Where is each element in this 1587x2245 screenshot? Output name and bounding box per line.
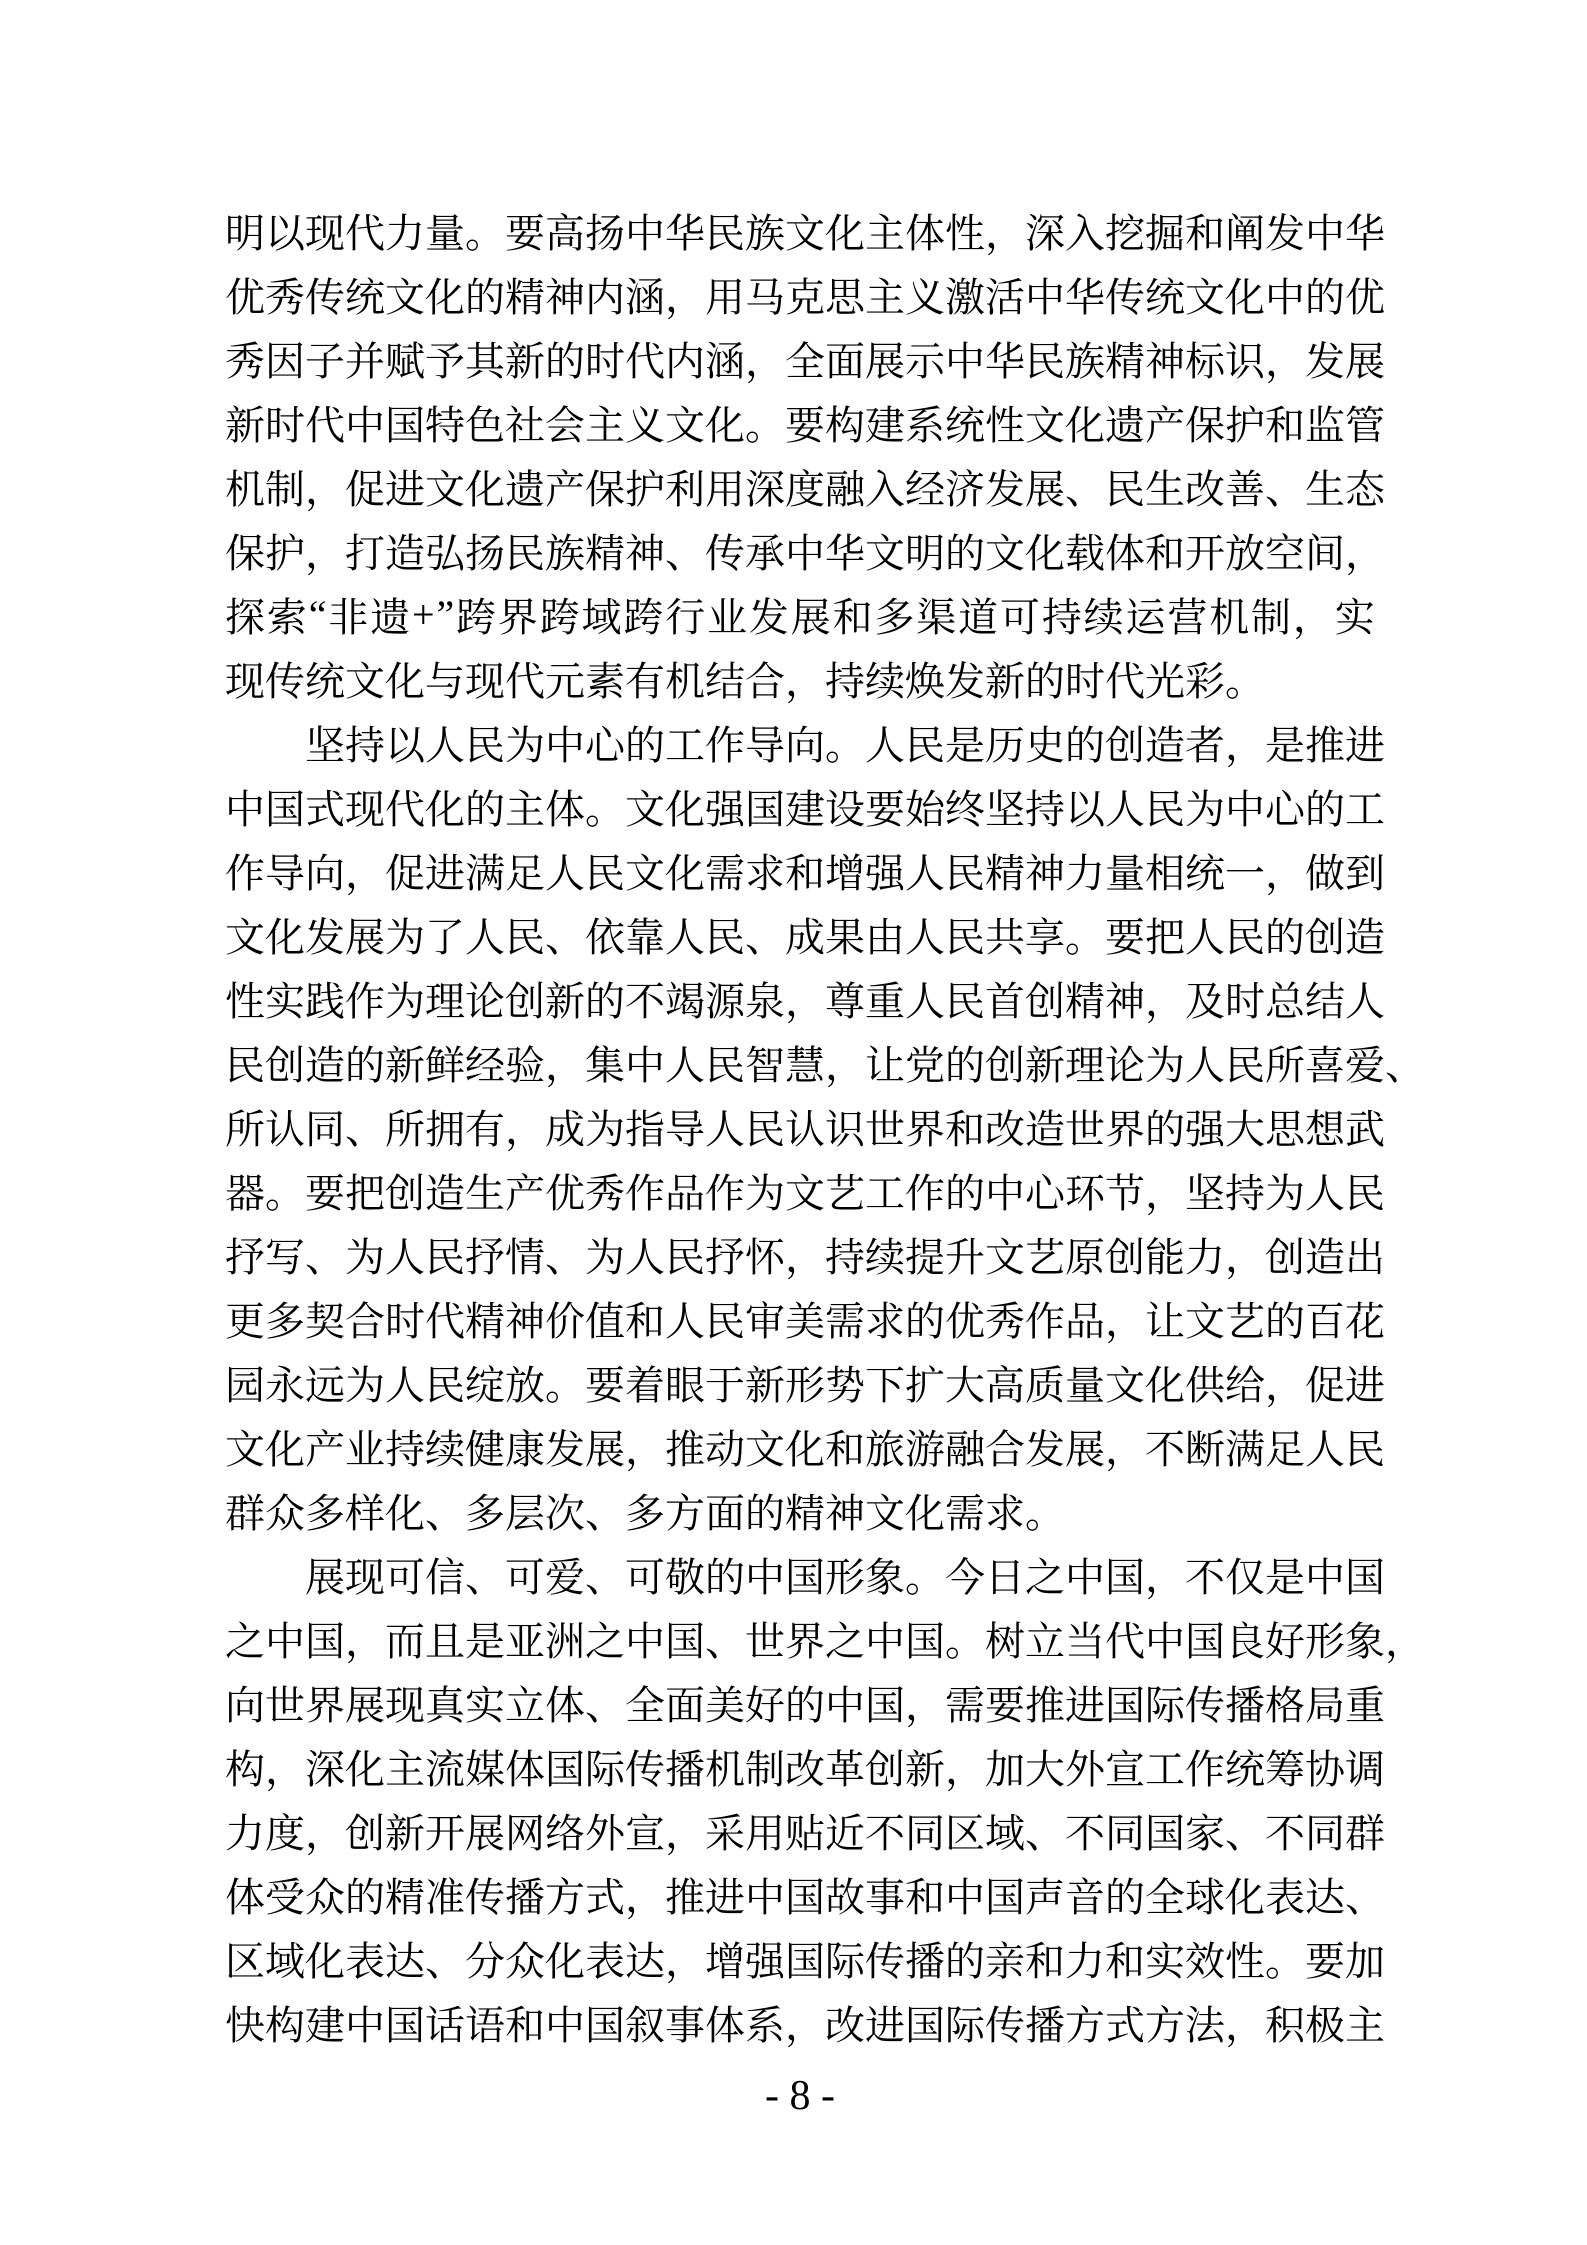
- text-line: 明 以 现 代 力 量 。 要 高 扬 中 华 民 族 文 化 主 体 性 ， 深 入 挖 掘 和 阐 发 中 华: [225, 210, 1385, 256]
- document-text: [225, 198, 1425, 2054]
- text-line: 性 实 践 作 为 理 论 创 新 的 不 竭 源 泉 ， 尊 重 人 民 首 创 精 神 ， 及 时 总 结 人: [225, 978, 1385, 1024]
- text-line: 快 构 建 中 国 话 语 和 中 国 叙 事 体 系 ， 改 进 国 际 传 播 方 式 方 法 ， 积 极 主: [225, 2002, 1385, 2048]
- text-line: 体 受 众 的 精 准 传 播 方 式 ， 推 进 中 国 故 事 和 中 国 声 音 的 全 球 化 表 达 、: [225, 1874, 1385, 1920]
- text-line: 保 护 ， 打 造 弘 扬 民 族 精 神 、 传 承 中 华 文 明 的 文 化 载 体 和 开 放 空 间 ，: [225, 530, 1385, 576]
- text-line: 优 秀 传 统 文 化 的 精 神 内 涵 ， 用 马 克 思 主 义 激 活 中 华 传 统 文 化 中 的 优: [225, 274, 1385, 320]
- text-line: 新 时 代 中 国 特 色 社 会 主 义 文 化 。 要 构 建 系 统 性 文 化 遗 产 保 护 和 监 管: [225, 402, 1385, 448]
- text-line: 群 众 多 样 化 、 多 层 次 、 多 方 面 的 精 神 文 化 需 求 。: [225, 1490, 1065, 1536]
- page-number: - 8 -: [765, 2073, 835, 2119]
- text-line: 向 世 界 展 现 真 实 立 体 、 全 面 美 好 的 中 国 ， 需 要 推 进 国 际 传 播 格 局 重: [225, 1682, 1385, 1728]
- text-line: 抒 写 、 为 人 民 抒 情 、 为 人 民 抒 怀 ， 持 续 提 升 文 艺 原 创 能 力 ， 创 造 出: [225, 1234, 1385, 1280]
- text-line: 之 中 国 ， 而 且 是 亚 洲 之 中 国 、 世 界 之 中 国 。 树 立 当 代 中 国 良 好 形 象 ，: [225, 1618, 1425, 1664]
- text-line: 现 传 统 文 化 与 现 代 元 素 有 机 结 合 ， 持 续 焕 发 新 的 时 代 光 彩 。: [225, 658, 1265, 704]
- text-line: 文 化 发 展 为 了 人 民 、 依 靠 人 民 、 成 果 由 人 民 共 享 。 要 把 人 民 的 创 造: [225, 914, 1385, 960]
- text-line: 力 度 ， 创 新 开 展 网 络 外 宣 ， 采 用 贴 近 不 同 区 域 、 不 同 国 家 、 不 同 群: [225, 1810, 1385, 1856]
- text-line: 文 化 产 业 持 续 健 康 发 展 ， 推 动 文 化 和 旅 游 融 合 发 展 ， 不 断 满 足 人 民: [225, 1426, 1385, 1472]
- paragraph: [225, 1542, 1425, 2054]
- text-line: 探 索 “ 非 遗 + ” 跨 界 跨 域 跨 行 业 发 展 和 多 渠 道 可 持 续 运 营 机 制 ， 实: [225, 591, 1375, 640]
- text-line: 民 创 造 的 新 鲜 经 验 ， 集 中 人 民 智 慧 ， 让 党 的 创 新 理 论 为 人 民 所 喜 爱 、: [225, 1042, 1425, 1088]
- text-line: 作 导 向 ， 促 进 满 足 人 民 文 化 需 求 和 增 强 人 民 精 神 力 量 相 统 一 ， 做 到: [225, 850, 1385, 896]
- text-line: 秀 因 子 并 赋 予 其 新 的 时 代 内 涵 ， 全 面 展 示 中 华 民 族 精 神 标 识 ， 发 展: [225, 338, 1385, 384]
- text-line: 器 。 要 把 创 造 生 产 优 秀 作 品 作 为 文 艺 工 作 的 中 心 环 节 ， 坚 持 为 人 民: [225, 1170, 1385, 1216]
- text-line: 区 域 化 表 达 、 分 众 化 表 达 ， 增 强 国 际 传 播 的 亲 和 力 和 实 效 性 。 要 加: [225, 1938, 1385, 1984]
- paragraph: [225, 710, 1425, 1542]
- text-line: 展 现 可 信 、 可 爱 、 可 敬 的 中 国 形 象 。 今 日 之 中 国 ， 不 仅 是 中 国: [305, 1554, 1385, 1600]
- text-line: 构 ， 深 化 主 流 媒 体 国 际 传 播 机 制 改 革 创 新 ， 加 大 外 宣 工 作 统 筹 协 调: [225, 1746, 1385, 1792]
- paragraph: [225, 198, 1385, 710]
- text-line: 园 永 远 为 人 民 绽 放 。 要 着 眼 于 新 形 势 下 扩 大 高 质 量 文 化 供 给 ， 促 进: [225, 1362, 1385, 1408]
- text-line: 机 制 ， 促 进 文 化 遗 产 保 护 利 用 深 度 融 入 经 济 发 展 、 民 生 改 善 、 生 态: [225, 466, 1385, 512]
- text-line: 中 国 式 现 代 化 的 主 体 。 文 化 强 国 建 设 要 始 终 坚 持 以 人 民 为 中 心 的 工: [225, 786, 1385, 832]
- text-line: 坚 持 以 人 民 为 中 心 的 工 作 导 向 。 人 民 是 历 史 的 创 造 者 ， 是 推 进: [305, 722, 1385, 768]
- text-line: 所 认 同 、 所 拥 有 ， 成 为 指 导 人 民 认 识 世 界 和 改 造 世 界 的 强 大 思 想 武: [225, 1106, 1385, 1152]
- text-line: 更 多 契 合 时 代 精 神 价 值 和 人 民 审 美 需 求 的 优 秀 作 品 ， 让 文 艺 的 百 花: [225, 1298, 1385, 1344]
